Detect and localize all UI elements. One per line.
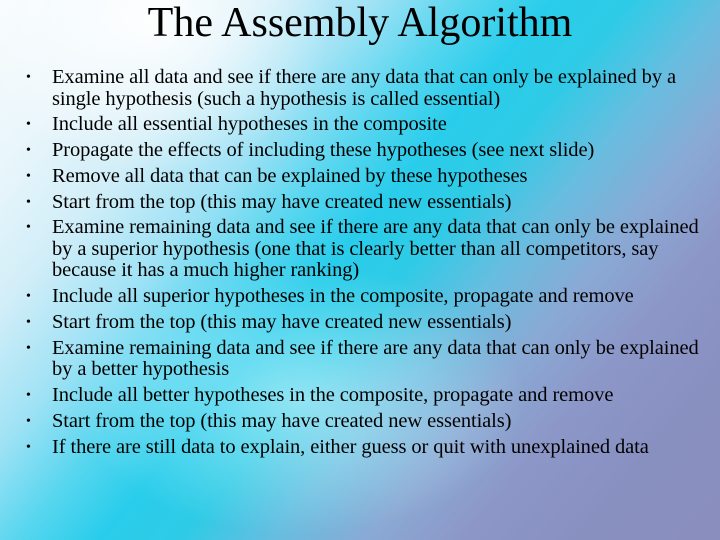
bullet-item: [26, 140, 706, 162]
bullet-icon: •: [26, 413, 31, 429]
bullet-text: Include all superior hypotheses in the composite, propagate and remove: [52, 285, 634, 308]
bullet-item: [26, 67, 706, 110]
bullet-icon: •: [26, 70, 31, 85]
bullet-item: [26, 385, 706, 407]
bullet-item: [26, 166, 706, 188]
bullet-item: [26, 437, 706, 459]
bullet-text: Include all essential hypotheses in the composite: [52, 113, 447, 136]
bullet-icon: •: [26, 194, 31, 210]
bullet-text: Start from the top (this may have created new essentials): [52, 311, 512, 334]
bullet-icon: •: [26, 220, 31, 236]
bullet-text: Start from the top (this may have created new essentials): [52, 409, 512, 432]
bullet-item: [26, 312, 706, 334]
bullet-icon: •: [26, 340, 31, 356]
bullet-item: [26, 411, 706, 433]
bullet-item: [26, 338, 706, 381]
bullet-text: Remove all data that can be explained by these hypotheses: [52, 164, 528, 187]
bullet-text: If there are still data to explain, either guess or quit with unexplained data: [52, 435, 649, 458]
bullet-item: [26, 217, 706, 282]
bullet-icon: •: [26, 388, 31, 404]
bullet-icon: •: [26, 143, 31, 159]
bullet-text: Propagate the effects of including these hypotheses (see next slide): [52, 139, 595, 162]
bullet-text: Start from the top (this may have created new essentials): [52, 190, 512, 213]
bullet-icon: •: [26, 168, 31, 184]
bullet-icon: •: [26, 117, 31, 133]
bullet-list: [26, 67, 706, 463]
bullet-text: Examine all data and see if there are any data that can only be explained by a single hypothesis (such a hypothesis is called essential): [52, 66, 676, 110]
bullet-item: [26, 114, 706, 136]
bullet-icon: •: [26, 315, 31, 331]
bullet-item: [26, 286, 706, 308]
bullet-icon: •: [26, 289, 31, 305]
bullet-icon: •: [26, 439, 31, 455]
bullet-item: [26, 192, 706, 214]
bullet-text: Include all better hypotheses in the composite, propagate and remove: [52, 384, 614, 407]
bullet-text: Examine remaining data and see if there are any data that can only be explained by a superior hypothesis (one that is clearly better than all competitors, say because it has a much higher ranking): [52, 216, 699, 282]
bullet-text: Examine remaining data and see if there are any data that can only be explained by a better hypothesis: [52, 336, 699, 381]
slide-title: The Assembly Algorithm: [147, 0, 573, 46]
